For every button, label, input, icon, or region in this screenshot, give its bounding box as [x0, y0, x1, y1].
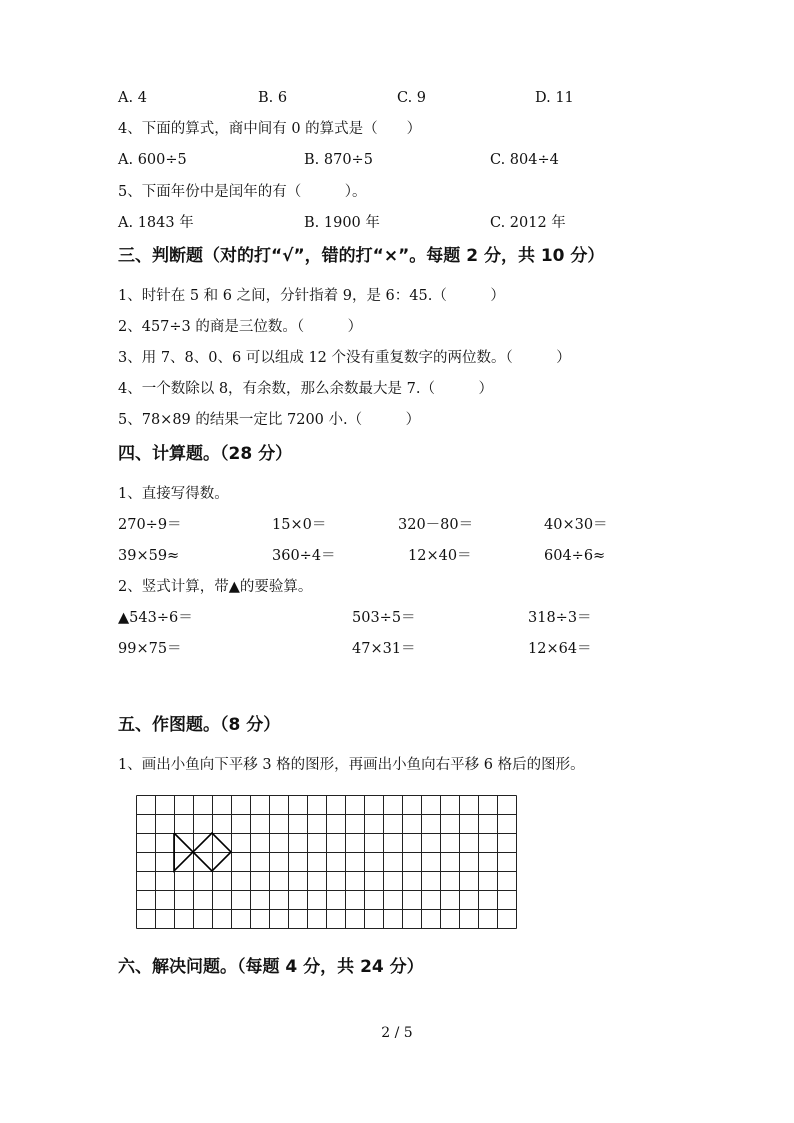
section3-item-1: 1、时针在 5 和 6 之间，分针指着 9，是 6：45.（ ） [118, 288, 505, 304]
calc-4-2: 47×31＝ [352, 641, 416, 657]
calc-1-4: 40×30＝ [544, 517, 608, 533]
section4-title: 四、计算题。（28 分） [118, 444, 293, 464]
page-number: 2 / 5 [381, 1025, 413, 1041]
section3-title: 三、判断题（对的打“√”，错的打“×”。每题 2 分，共 10 分） [118, 246, 605, 266]
section3-item-4: 4、一个数除以 8，有余数，那么余数最大是 7.（ ） [118, 381, 494, 397]
calc-3-1: ▲543÷6＝ [118, 610, 193, 626]
section5-sub1: 1、画出小鱼向下平移 3 格的图形，再画出小鱼向右平移 6 格后的图形。 [118, 757, 585, 773]
section3-item-3: 3、用 7、8、0、6 可以组成 12 个没有重复数字的两位数。（ ） [118, 350, 571, 366]
q4-option-a: A. 600÷5 [118, 152, 187, 168]
section6-title: 六、解决问题。（每题 4 分，共 24 分） [118, 957, 424, 977]
section4-sub1: 1、直接写得数。 [118, 486, 229, 502]
calc-2-1: 39×59≈ [118, 548, 180, 564]
calc-1-3: 320－80＝ [398, 517, 474, 533]
q5-option-b: B. 1900 年 [304, 215, 380, 231]
section3-item-2: 2、457÷3 的商是三位数。（ ） [118, 319, 363, 335]
q4-stem: 4、下面的算式，商中间有 0 的算式是（ ） [118, 121, 422, 137]
section3-item-5: 5、78×89 的结果一定比 7200 小.（ ） [118, 412, 421, 428]
q4-option-b: B. 870÷5 [304, 152, 373, 168]
q3-option-d: D. 11 [535, 90, 574, 106]
calc-2-4: 604÷6≈ [544, 548, 606, 564]
q5-option-c: C. 2012 年 [490, 215, 566, 231]
calc-4-3: 12×64＝ [528, 641, 592, 657]
calc-2-2: 360÷4＝ [272, 548, 336, 564]
calc-3-2: 503÷5＝ [352, 610, 416, 626]
calc-1-2: 15×0＝ [272, 517, 327, 533]
q4-option-c: C. 804÷4 [490, 152, 559, 168]
calc-2-3: 12×40＝ [408, 548, 472, 564]
calc-1-1: 270÷9＝ [118, 517, 182, 533]
q5-option-a: A. 1843 年 [118, 215, 194, 231]
q3-option-c: C. 9 [397, 90, 427, 106]
drawing-grid[interactable] [136, 795, 518, 931]
q3-option-a: A. 4 [118, 90, 147, 106]
calc-3-3: 318÷3＝ [528, 610, 592, 626]
q5-stem: 5、下面年份中是闰年的有（ ）。 [118, 184, 367, 200]
section4-sub2: 2、竖式计算，带▲的要验算。 [118, 579, 313, 595]
calc-4-1: 99×75＝ [118, 641, 182, 657]
q3-option-b: B. 6 [258, 90, 288, 106]
section5-title: 五、作图题。（8 分） [118, 715, 281, 735]
